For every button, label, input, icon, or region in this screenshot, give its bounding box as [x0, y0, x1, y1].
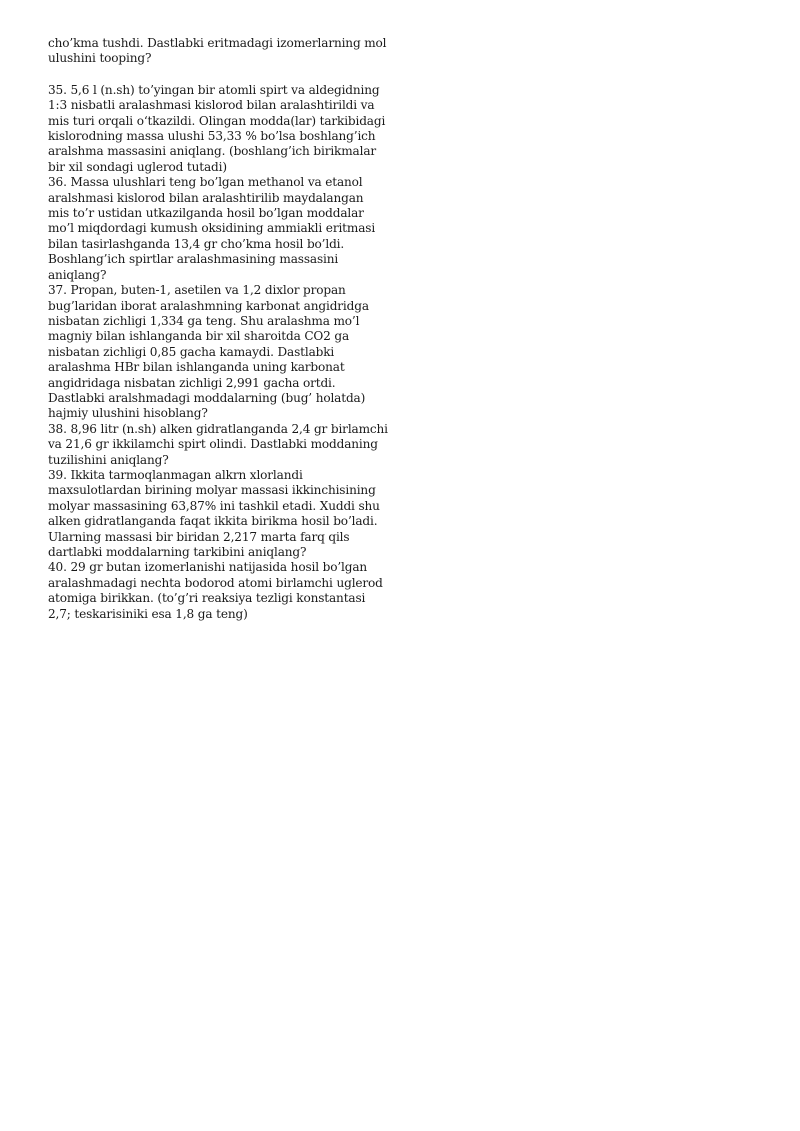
document-page	[48, 36, 388, 622]
problem-37: 37. Propan, buten-1, asetilen va 1,2 dixlor propan bug’laridan iborat aralashmning karbonat angidridga nisbatan zichligi 1,334 ga teng. Shu aralashma mo’l magniy bilan ishlanganda bir xil sharoitda CO2 ga nisbatan zichligi 0,85 gacha kamaydi. Dastlabki aralashma HBr bilan ishlanganda uning karbonat angidridaga nisbatan zichligi 2,991 gacha ortdi. Dastlabki aralshmadagi moddalarning (bug’ holatda) hajmiy ulushini hisoblang?	[48, 283, 369, 421]
problem-40: 40. 29 gr butan izomerlanishi natijasida hosil bo’lgan aralashmadagi nechta bodorod atomi birlamchi uglerod atomiga birikkan. (to’g’ri reaksiya tezligi konstantasi 2,7; teskarisiniki esa 1,8 ga teng)	[48, 560, 383, 621]
problem-36: 36. Massa ulushlari teng bo’lgan methanol va etanol aralshmasi kislorod bilan aralashtirilib maydalangan mis to’r ustidan utkazilganda hosil bo’lgan moddalar mo’l miqdordagi kumush oksidining ammiakli eritmasi bilan tasirlashganda 13,4 gr cho’kma hosil bo’ldi. Boshlang’ich spirtlar aralashmasining massasini aniqlang?	[48, 175, 376, 282]
intro-paragraph: cho’kma tushdi. Dastlabki eritmadagi izomerlarning mol ulushini tooping?	[48, 36, 387, 66]
problem-35: 35. 5,6 l (n.sh) to’yingan bir atomli spirt va aldegidning 1:3 nisbatli aralashmasi kislorod bilan aralashtirildi va mis turi orqali o‘tkazildi. Olingan modda(lar) tarkibidagi kislorodning massa ulushi 53,33 % bo’lsa boshlang’ich aralshma massasini aniqlang. (boshlang’ich birikmalar bir xil sondagi uglerod tutadi)	[48, 82, 386, 174]
problem-39: 39. Ikkita tarmoqlanmagan alkrn xlorlandi maxsulotlardan birining molyar massasi ikkinchisining molyar massasining 63,87% ini tashkil etadi. Xuddi shu alken gidratlanganda faqat ikkita birikma hosil bo’ladi. Ularning massasi bir biridan 2,217 marta farq qils dartlabki moddalarning tarkibini aniqlang?	[48, 467, 380, 559]
problem-38: 38. 8,96 litr (n.sh) alken gidratlanganda 2,4 gr birlamchi va 21,6 gr ikkilamchi spirt olindi. Dastlabki moddaning tuzilishini aniqlang?	[48, 421, 388, 467]
paragraph-gap	[48, 67, 388, 83]
